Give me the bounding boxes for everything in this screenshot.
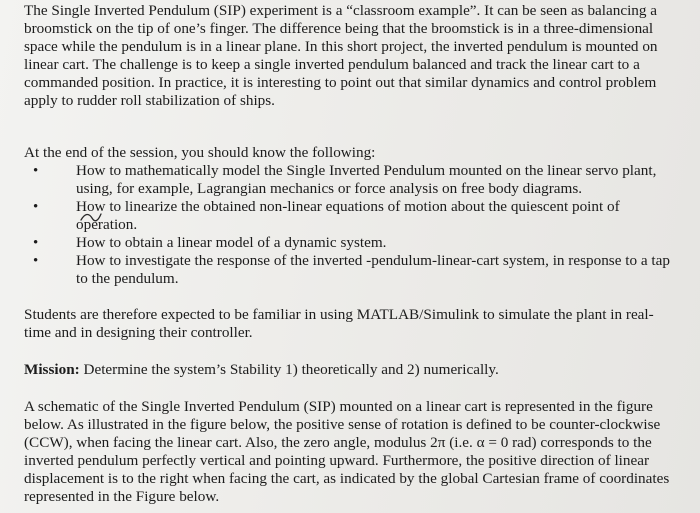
text-line: inverted pendulum perfectly vertical and pointing upward. Furthermore, the positive direction of linear [24,452,650,469]
text-line: represented in the Figure below. [24,488,220,505]
bullet-icon: • [33,199,39,215]
mission-label: Mission: [24,361,80,378]
bullet-icon: • [33,163,39,179]
list-item [24,234,700,252]
text-line: apply to rudder roll stabilization of ships. [24,92,275,109]
list-item [24,162,700,198]
text-line: How to obtain a linear model of a dynamic system. [76,234,387,251]
objectives-list [24,162,700,288]
text-line: using, for example, Lagrangian mechanics or force analysis on free body diagrams. [76,180,583,197]
objectives-heading: At the end of the session, you should know the following: [24,144,376,161]
text-line: displacement is to the right when facing the cart, as indicated by the global Cartesian frame of coordinates [24,470,670,487]
mission-statement [24,361,690,379]
intro-paragraph [24,2,690,110]
text-line: How to linearize the obtained non-linear equations of motion about the quiescent point of [76,198,620,215]
bullet-icon: • [33,235,39,251]
text-line: (CCW), when facing the linear cart. Also, the zero angle, modulus 2π (i.e. α = 0 rad) corresponds to the [24,434,652,451]
list-item [24,252,700,288]
text-line: below. As illustrated in the figure below, the positive sense of rotation is defined to be counter-clockwise [24,416,661,433]
text-line: A schematic of the Single Inverted Pendulum (SIP) mounted on a linear cart is represented in the figure [24,398,653,415]
text-line: commanded position. In practice, it is interesting to point out that similar dynamics and control problem [24,74,657,91]
text-line: How to investigate the response of the inverted -pendulum-linear-cart system, in response to a tap [76,252,670,269]
text-line: time and in designing their controller. [24,324,253,341]
text-line: to the pendulum. [76,270,179,287]
text-line: operation. [76,216,138,233]
text-line: The Single Inverted Pendulum (SIP) experiment is a “classroom example”. It can be seen as balancing a [24,2,658,19]
text-line: linear cart. The challenge is to keep a single inverted pendulum balanced and track the linear cart to a [24,56,640,73]
text-line: space while the pendulum is in a linear plane. In this short project, the inverted pendulum is mounted on [24,38,658,55]
list-item [24,198,700,234]
mission-text: Determine the system’s Stability 1) theoretically and 2) numerically. [79,361,499,378]
text-line: Students are therefore expected to be familiar in using MATLAB/Simulink to simulate the plant in real- [24,306,654,323]
pen-mark-icon [80,211,102,223]
schematic-paragraph [24,398,690,506]
bullet-icon: • [33,253,39,269]
prerequisites-paragraph [24,306,690,342]
text-line: broomstick on the tip of one’s finger. The difference being that the broomstick is in a three-dimensional [24,20,654,37]
text-line: How to mathematically model the Single Inverted Pendulum mounted on the linear servo plant, [76,162,657,179]
